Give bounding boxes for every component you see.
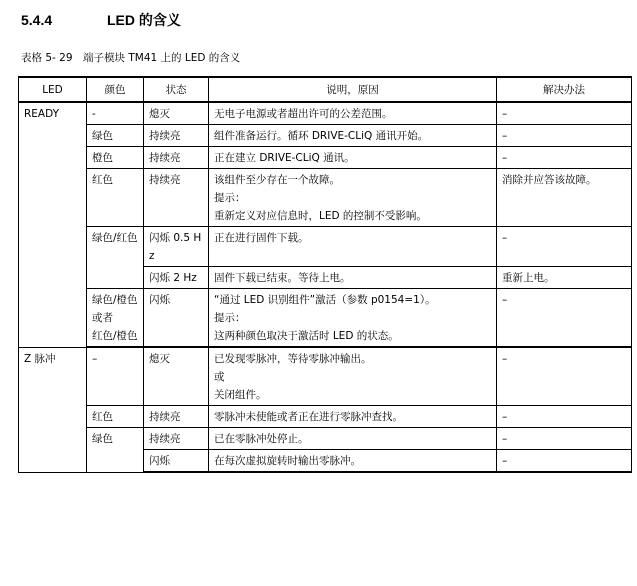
state-cell: 持续亮 — [144, 147, 209, 169]
description-cell — [209, 289, 497, 348]
description-cell — [209, 428, 497, 450]
table-row — [19, 289, 632, 348]
table-row — [19, 147, 632, 169]
state-cell: 熄灭 — [144, 347, 209, 406]
solution-cell: – — [497, 102, 632, 125]
hint-label: 提示： — [214, 192, 246, 204]
solution-cell: – — [497, 289, 632, 348]
hint-text: 重新定义对应信息时，LED 的控制不受影响。 — [214, 210, 427, 222]
description-text: 在每次虚拟旋转时输出零脉冲。 — [214, 455, 361, 467]
color-text: 绿色/橙色 或者 红色/橙色 — [92, 294, 138, 342]
description-text: 组件准备运行。循环 DRIVE-CLiQ 通讯开始。 — [214, 130, 429, 142]
description-cell — [209, 267, 497, 289]
solution-cell: – — [497, 347, 632, 406]
led-cell: READY — [19, 102, 87, 347]
header-state: 状态 — [144, 77, 209, 102]
hint-label: 提示： — [214, 312, 246, 324]
description-text: 已在零脉冲处停止。 — [214, 433, 309, 445]
state-cell: 闪烁 2 Hz — [144, 267, 209, 289]
solution-cell: – — [497, 125, 632, 147]
state-cell: 持续亮 — [144, 169, 209, 227]
color-cell: - — [87, 102, 144, 125]
color-cell — [87, 289, 144, 348]
solution-cell: 重新上电。 — [497, 267, 632, 289]
description-cell — [209, 147, 497, 169]
description-cell — [209, 406, 497, 428]
section-heading — [21, 10, 181, 30]
header-color: 颜色 — [87, 77, 144, 102]
state-cell: 持续亮 — [144, 406, 209, 428]
state-cell: 闪烁 — [144, 289, 209, 348]
table-row — [19, 227, 632, 267]
header-description: 说明，原因 — [209, 77, 497, 102]
section-number: 5.4.4 — [21, 12, 53, 28]
led-cell: Z 脉冲 — [19, 347, 87, 472]
hint-text: 这两种颜色取决于激活时 LED 的状态。 — [214, 330, 399, 342]
description-text: 正在建立 DRIVE-CLiQ 通讯。 — [214, 152, 355, 164]
description-text: 已发现零脉冲，等待零脉冲输出。 — [214, 353, 372, 365]
color-cell: 绿色/红色 — [87, 227, 144, 289]
description-text: 零脉冲未使能或者正在进行零脉冲查找。 — [214, 411, 403, 423]
section-title: LED 的含义 — [107, 12, 181, 28]
description-cell — [209, 125, 497, 147]
solution-cell: – — [497, 450, 632, 473]
description-cell — [209, 450, 497, 473]
table-header-row — [19, 77, 632, 102]
led-meaning-table — [18, 76, 632, 473]
solution-cell: – — [497, 147, 632, 169]
table-row — [19, 169, 632, 227]
state-cell: 闪烁 — [144, 450, 209, 473]
state-cell: 熄灭 — [144, 102, 209, 125]
description-cell — [209, 227, 497, 267]
description-text: 固件下载已结束。等待上电。 — [214, 272, 351, 284]
color-cell: 绿色 — [87, 428, 144, 473]
description-text: 正在进行固件下载。 — [214, 232, 309, 244]
solution-cell: – — [497, 227, 632, 267]
color-cell: – — [87, 347, 144, 406]
color-cell: 红色 — [87, 169, 144, 227]
color-cell: 红色 — [87, 406, 144, 428]
table-row — [19, 347, 632, 406]
description-text: 该组件至少存在一个故障。 — [214, 174, 340, 186]
table-row — [19, 406, 632, 428]
header-solution: 解决办法 — [497, 77, 632, 102]
header-led: LED — [19, 77, 87, 102]
state-cell: 持续亮 — [144, 125, 209, 147]
table-row — [19, 102, 632, 125]
description-text: 关闭组件。 — [214, 389, 267, 401]
solution-cell: – — [497, 406, 632, 428]
table-row — [19, 125, 632, 147]
table-caption: 表格 5- 29 端子模块 TM41 上的 LED 的含义 — [21, 52, 241, 64]
description-text: 无电子电源或者超出许可的公差范围。 — [214, 108, 393, 120]
solution-cell: 消除并应答该故障。 — [497, 169, 632, 227]
color-cell: 绿色 — [87, 125, 144, 147]
description-cell — [209, 169, 497, 227]
solution-cell: – — [497, 428, 632, 450]
description-cell — [209, 102, 497, 125]
color-cell: 橙色 — [87, 147, 144, 169]
description-or: 或 — [214, 371, 225, 383]
state-cell: 闪烁 0.5 Hz — [144, 227, 209, 267]
description-text: “通过 LED 识别组件”激活（参数 p0154=1）。 — [214, 294, 436, 306]
state-cell: 持续亮 — [144, 428, 209, 450]
description-cell — [209, 347, 497, 406]
table-row — [19, 428, 632, 450]
